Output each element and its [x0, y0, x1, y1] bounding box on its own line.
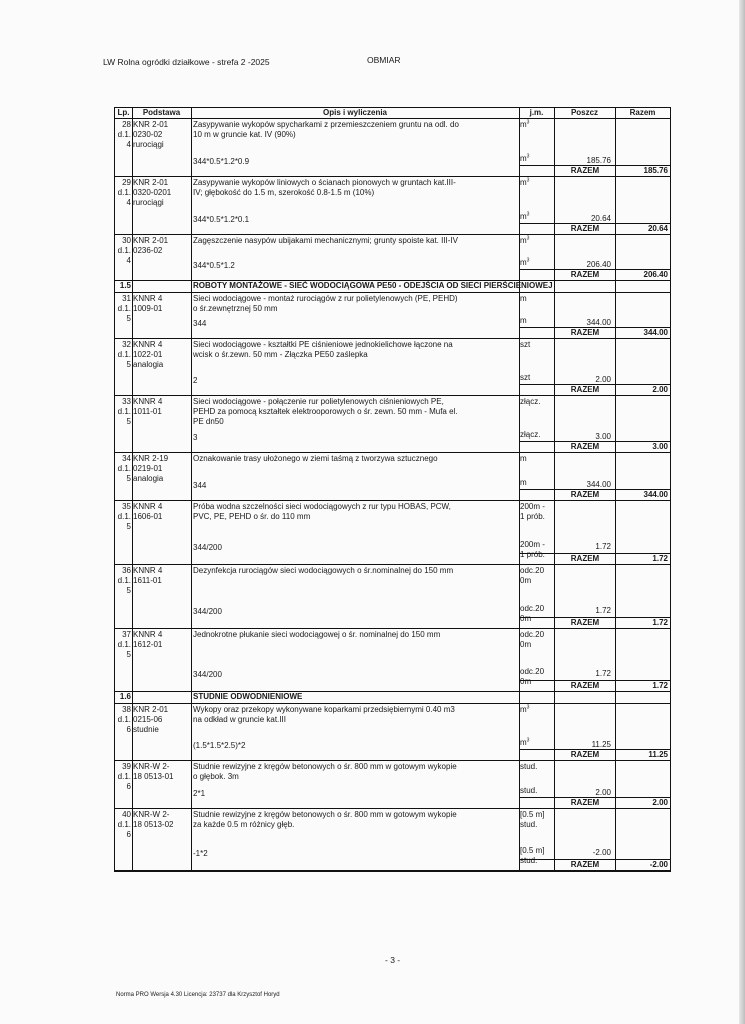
item-number: 33	[122, 397, 131, 406]
partial-quantity: 344.00	[586, 318, 611, 327]
item-ref: d.1.	[117, 350, 131, 359]
calculation: -1*2	[193, 849, 208, 858]
item-number: 40	[122, 810, 131, 819]
razem-label: RAZEM	[570, 554, 600, 563]
item-number: 30	[122, 236, 131, 245]
calculation: 344/200	[193, 670, 222, 679]
item-description: Zagęszczenie nasypów ubijakami mechanicznymi; grunty spoiste kat. III-IV	[193, 236, 459, 245]
item-ref: d.1.	[117, 512, 131, 521]
partial-quantity: 185.76	[586, 156, 611, 165]
item-ref-level: 5	[126, 474, 131, 483]
razem-label: RAZEM	[570, 270, 600, 279]
unit: m	[520, 454, 527, 463]
item-description: Studnie rewizyjne z kręgów betonowych o śr. 800 mm w gotowym wykopie o głębok. 3m	[193, 762, 457, 781]
basis-code: KNNR 4 1009-01	[133, 294, 163, 313]
razem-label: RAZEM	[570, 490, 600, 499]
calc-unit: 200m - 1 prób.	[520, 540, 545, 559]
calculation: 2	[193, 376, 198, 385]
razem-label: RAZEM	[570, 328, 600, 337]
unit: stud.	[520, 762, 538, 771]
item-total: 344.00	[643, 490, 668, 499]
item-total: 1.72	[652, 681, 668, 690]
table-row	[115, 704, 670, 761]
item-ref: d.1.	[117, 772, 131, 781]
razem-label: RAZEM	[570, 224, 600, 233]
header-unit: j.m.	[529, 108, 544, 117]
item-ref-level: 5	[126, 417, 131, 426]
item-description: Sieci wodociągowe - montaż rurociągów z rur polietylenowych (PE, PEHD) o śr.zewnętrznej 50 mm	[193, 294, 458, 313]
calculation: 344*0.5*1.2*0.9	[193, 157, 250, 166]
calc-unit: odc.20 0m	[520, 604, 545, 623]
item-total: 2.00	[652, 385, 668, 394]
section-header	[115, 281, 670, 293]
razem-label: RAZEM	[570, 681, 600, 690]
unit: $m^3$	[520, 235, 530, 245]
item-description: Zasypywanie wykopów spycharkami z przemieszczeniem gruntu na odl. do 10 m w gruncie kat. IV (90%)	[193, 120, 459, 139]
item-ref-level: 6	[126, 830, 131, 839]
calculation: 344/200	[193, 543, 222, 552]
item-total: 11.25	[648, 750, 668, 759]
item-ref-level: 4	[126, 256, 131, 265]
section-number: 1.5	[119, 281, 131, 290]
item-ref-level: 6	[126, 782, 131, 791]
partial-quantity: 1.72	[595, 542, 611, 551]
item-ref-level: 5	[126, 314, 131, 323]
item-description: Jednokrotne płukanie sieci wodociągowej o śr. nominalnej do 150 mm	[193, 630, 441, 639]
calc-unit: $m^3$	[520, 257, 530, 267]
item-ref-level: 6	[126, 725, 131, 734]
item-ref: d.1.	[117, 407, 131, 416]
item-number: 31	[122, 294, 131, 303]
item-number: 29	[122, 178, 131, 187]
partial-quantity: 1.72	[595, 606, 611, 615]
basis-code: KNNR 4 1011-01	[133, 397, 163, 416]
item-number: 36	[122, 566, 131, 575]
calculation: (1.5*1.5*2.5)*2	[193, 741, 246, 750]
partial-quantity: 206.40	[586, 260, 611, 269]
item-number: 37	[122, 630, 131, 639]
unit: $m^3$	[520, 119, 530, 129]
item-ref-level: 5	[126, 586, 131, 595]
basis-code: KNNR 4 1606-01	[133, 502, 163, 521]
item-number: 28	[122, 120, 131, 129]
table-row	[115, 177, 670, 235]
partial-quantity: 20.64	[590, 214, 611, 223]
item-number: 32	[122, 340, 131, 349]
unit: odc.20 0m	[520, 566, 545, 585]
item-ref: d.1.	[117, 188, 131, 197]
header-qty: Poszcz	[570, 108, 599, 117]
item-total: -2.00	[649, 860, 668, 869]
calc-unit: m	[520, 316, 527, 325]
section-number: 1.6	[119, 692, 131, 701]
item-description: Dezynfekcja rurociągów sieci wodociągowych o śr.nominalnej do 150 mm	[193, 566, 454, 575]
item-number: 39	[122, 762, 131, 771]
item-total: 206.40	[643, 270, 668, 279]
item-total: 1.72	[652, 554, 668, 563]
razem-label: RAZEM	[570, 618, 600, 627]
section-header	[115, 692, 670, 704]
unit: [0.5 m] stud.	[520, 810, 545, 829]
razem-label: RAZEM	[570, 798, 600, 807]
table-row	[115, 761, 670, 809]
item-ref-level: 4	[126, 140, 131, 149]
table-row	[115, 293, 670, 339]
item-total: 20.64	[647, 224, 668, 233]
basis-code: KNNR 4 1612-01	[133, 630, 163, 649]
table-row	[115, 565, 670, 629]
item-ref: d.1.	[117, 820, 131, 829]
partial-quantity: 11.25	[591, 740, 611, 749]
calc-unit: $m^3$	[520, 153, 530, 163]
calculation: 2*1	[193, 789, 206, 798]
unit: złącz.	[520, 397, 541, 406]
table-row	[115, 809, 670, 871]
basis-code: KNNR 4 1611-01	[133, 566, 163, 585]
basis-code: KNR-W 2- 18 0513-02	[133, 810, 174, 829]
item-description: Próba wodna szczelności sieci wodociągowych z rur typu HOBAS, PCW, PVC, PE, PEHD o śr. do 110 mm	[193, 502, 451, 521]
table-row	[115, 339, 670, 396]
paper-edge	[739, 0, 745, 1024]
calc-unit: $m^3$	[520, 211, 530, 221]
unit: szt	[520, 340, 531, 349]
table-row	[115, 235, 670, 281]
page-number: - 3 -	[385, 955, 401, 965]
basis-code: KNNR 4 1022-01 analogia	[133, 340, 164, 369]
table-row	[115, 453, 670, 501]
item-ref-level: 5	[126, 360, 131, 369]
item-ref-level: 5	[126, 650, 131, 659]
item-total: 1.72	[652, 618, 668, 627]
table-row	[115, 396, 670, 453]
item-ref: d.1.	[117, 130, 131, 139]
item-description: Zasypywanie wykopów liniowych o ścianach pionowych w gruntach kat.III- IV; głębokość do 1.5 m, szerokość 0.8-1.5 m (10%)	[193, 178, 456, 197]
basis-code: KNR-W 2- 18 0513-01	[133, 762, 174, 781]
basis-code: KNR 2-01 0230-02 rurociągi	[133, 120, 169, 149]
partial-quantity: 1.72	[595, 669, 611, 678]
partial-quantity: 2.00	[595, 788, 611, 797]
unit: odc.20 0m	[520, 630, 545, 649]
basis-code: KNR 2-01 0320-0201 rurociągi	[133, 178, 172, 207]
header-lp: Lp.	[117, 108, 130, 117]
item-description: Wykopy oraz przekopy wykonywane koparkami przedsiębiernymi 0.40 m3 na odkład w gruncie kat.III	[193, 705, 455, 724]
item-description: Sieci wodociągowe - kształtki PE ciśnieniowe jednokielichowe łączone na wcisk o śr.zewn. 50 mm - Złączka PE50 zaślepka	[193, 340, 453, 359]
item-description: Sieci wodociągowe - połączenie rur polietylenowych ciśnieniowych PE, PEHD za pomocą kształtek elektrooporowych o śr. zewn. 50 mm - Mufa el. PE dn50	[193, 397, 458, 426]
unit: 200m - 1 prób.	[520, 502, 545, 521]
unit: $m^3$	[520, 704, 530, 714]
item-ref-level: 4	[126, 198, 131, 207]
header-description: Opis i wyliczenia	[322, 108, 388, 117]
unit: m	[520, 294, 527, 303]
item-ref-level: 5	[126, 522, 131, 531]
item-description: Oznakowanie trasy ułożonego w ziemi taśmą z tworzywa sztucznego	[193, 454, 438, 463]
item-number: 34	[122, 454, 131, 463]
item-number: 38	[122, 705, 131, 714]
partial-quantity: -2.00	[592, 848, 611, 857]
calc-unit: m	[520, 478, 527, 487]
calc-unit: szt	[520, 373, 531, 382]
footer-license: Norma PRO Wersja 4.30 Licencja: 23737 dla Krzysztof Horyd	[116, 992, 280, 998]
calc-unit: $m^3$	[520, 737, 530, 747]
partial-quantity: 2.00	[595, 375, 611, 384]
calculation: 344*0.5*1.2	[193, 261, 235, 270]
calculation: 344	[193, 481, 207, 490]
item-total: 3.00	[652, 442, 668, 451]
measurement-table	[114, 107, 671, 872]
item-description: Studnie rewizyjne z kręgów betonowych o śr. 800 mm w gotowym wykopie za każde 0.5 m różnicy głęb.	[193, 810, 457, 829]
item-total: 185.76	[643, 166, 668, 175]
unit: $m^3$	[520, 177, 530, 187]
calculation: 344/200	[193, 607, 222, 616]
item-total: 344.00	[643, 328, 668, 337]
section-title: STUDNIE ODWODNIENIOWE	[193, 692, 303, 701]
calc-unit: [0.5 m] stud.	[520, 846, 545, 865]
partial-quantity: 3.00	[595, 432, 611, 441]
calculation: 344	[193, 319, 207, 328]
header-total: Razem	[629, 108, 656, 117]
basis-code: KNR 2-19 0219-01 analogia	[133, 454, 169, 483]
item-number: 35	[122, 502, 131, 511]
item-total: 2.00	[652, 798, 668, 807]
calculation: 3	[193, 433, 198, 442]
calc-unit: stud.	[520, 786, 538, 795]
basis-code: KNR 2-01 0215-06 studnie	[133, 705, 169, 734]
item-ref: d.1.	[117, 640, 131, 649]
table-row	[115, 629, 670, 692]
razem-label: RAZEM	[570, 166, 600, 175]
razem-label: RAZEM	[570, 750, 600, 759]
razem-label: RAZEM	[570, 385, 600, 394]
item-ref: d.1.	[117, 715, 131, 724]
item-ref: d.1.	[117, 464, 131, 473]
item-ref: d.1.	[117, 246, 131, 255]
calc-unit: odc.20 0m	[520, 667, 545, 686]
document-type: OBMIAR	[367, 55, 401, 65]
table-row	[115, 501, 670, 565]
basis-code: KNR 2-01 0236-02	[133, 236, 169, 255]
calc-unit: złącz.	[520, 430, 541, 439]
table-header	[115, 108, 670, 119]
item-ref: d.1.	[117, 304, 131, 313]
razem-label: RAZEM	[570, 442, 600, 451]
section-title: ROBOTY MONTAŻOWE - SIEĆ WODOCIĄGOWA PE50 - ODEJŚCIA OD SIECI PIERŚCIENIOWEJ	[193, 281, 553, 290]
item-ref: d.1.	[117, 576, 131, 585]
razem-label: RAZEM	[570, 860, 600, 869]
header-basis: Podstawa	[142, 108, 181, 117]
table-row	[115, 119, 670, 177]
calculation: 344*0.5*1.2*0.1	[193, 215, 250, 224]
document-title: LW Rolna ogródki działkowe - strefa 2 -2025	[103, 57, 270, 67]
partial-quantity: 344.00	[586, 480, 611, 489]
